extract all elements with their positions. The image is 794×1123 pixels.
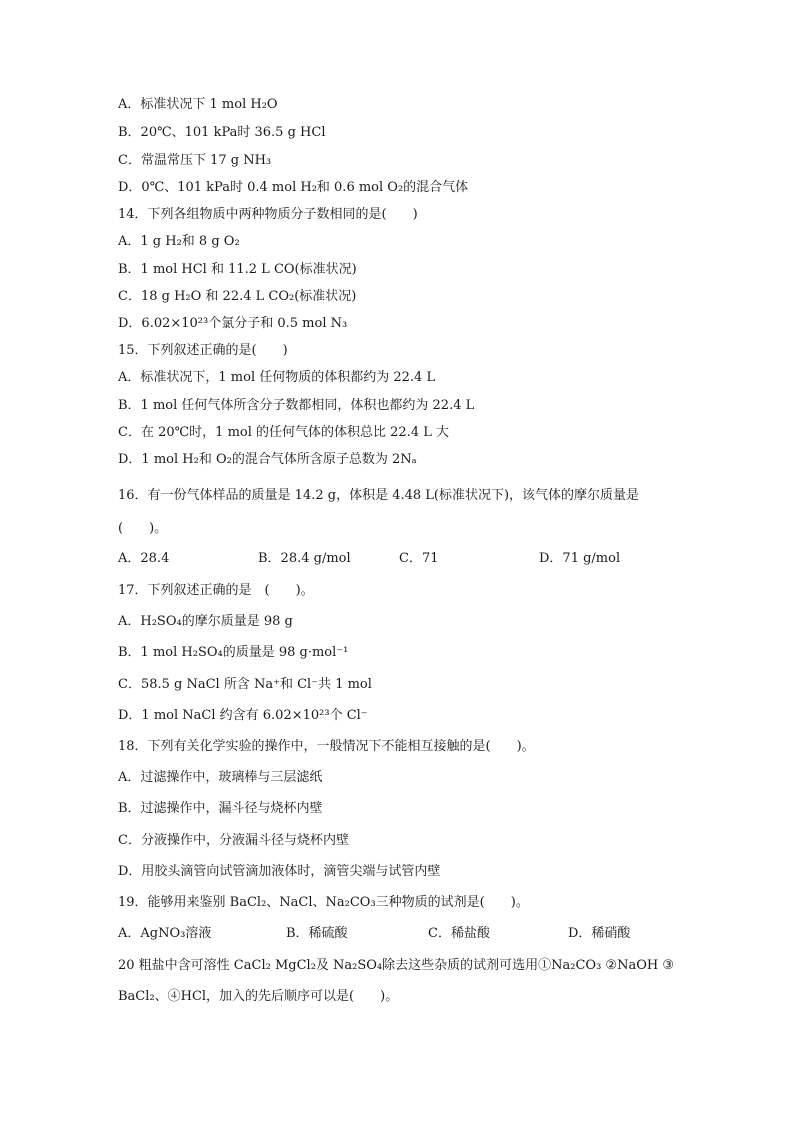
q16-stem-line2: ( )。 bbox=[118, 521, 168, 536]
q19-stem: 19．能够用来鉴别 BaCl₂、NaCl、Na₂CO₃三种物质的试剂是( )。 bbox=[118, 895, 529, 910]
q18-option-c: C．分液操作中，分液漏斗径与烧杯内壁 bbox=[118, 833, 349, 848]
q13-option-b: B．20℃、101 kPa时 36.5 g HCl bbox=[118, 125, 326, 140]
q15-stem: 15．下列叙述正确的是( ) bbox=[118, 343, 288, 358]
q15-option-a: A．标准状况下，1 mol 任何物质的体积都约为 22.4 L bbox=[118, 370, 436, 385]
q15-option-c: C．在 20℃时，1 mol 的任何气体的体积总比 22.4 L 大 bbox=[118, 425, 449, 440]
q16-option-a: A．28.4 bbox=[118, 551, 170, 566]
q18-option-a: A．过滤操作中，玻璃棒与三层滤纸 bbox=[118, 770, 323, 785]
q14-stem: 14．下列各组物质中两种物质分子数相同的是( ) bbox=[118, 207, 418, 222]
q14-option-a: A．1 g H₂和 8 g O₂ bbox=[118, 234, 240, 249]
q19-option-c: C．稀盐酸 bbox=[428, 926, 490, 941]
q16-option-d: D．71 g/mol bbox=[539, 551, 621, 566]
q18-option-b: B．过滤操作中，漏斗径与烧杯内壁 bbox=[118, 801, 323, 816]
q18-option-d: D．用胶头滴管向试管滴加液体时，滴管尖端与试管内壁 bbox=[118, 864, 441, 879]
q14-option-d: D．6.02×10²³个氯分子和 0.5 mol N₃ bbox=[118, 316, 348, 331]
q18-stem: 18．下列有关化学实验的操作中，一般情况下不能相互接触的是( )。 bbox=[118, 739, 535, 754]
q16-option-c: C．71 bbox=[399, 551, 439, 566]
q20-stem-line1: 20 粗盐中含可溶性 CaCl₂ MgCl₂及 Na₂SO₄除去这些杂质的试剂可选用①Na₂CO₃ ②NaOH ③ bbox=[118, 958, 674, 973]
q17-option-d: D．1 mol NaCl 约含有 6.02×10²³个 Cl⁻ bbox=[118, 708, 368, 723]
q13-option-d: D．0℃、101 kPa时 0.4 mol H₂和 0.6 mol O₂的混合气体 bbox=[118, 180, 469, 195]
q17-option-c: C．58.5 g NaCl 所含 Na⁺和 Cl⁻共 1 mol bbox=[118, 677, 372, 692]
q16-option-b: B．28.4 g/mol bbox=[258, 551, 351, 566]
q19-option-a: A．AgNO₃溶液 bbox=[118, 926, 212, 941]
q15-option-b: B．1 mol 任何气体所含分子数都相同，体积也都约为 22.4 L bbox=[118, 398, 475, 413]
q20-stem-line2: BaCl₂、④HCl，加入的先后顺序可以是( )。 bbox=[118, 989, 399, 1004]
q13-option-a: A．标准状况下 1 mol H₂O bbox=[118, 97, 278, 112]
q19-option-b: B．稀硫酸 bbox=[286, 926, 348, 941]
q14-option-b: B．1 mol HCl 和 11.2 L CO(标准状况) bbox=[118, 262, 357, 277]
q16-stem-line1: 16．有一份气体样品的质量是 14.2 g，体积是 4.48 L(标准状况下)，该气体的摩尔质量是 bbox=[118, 488, 640, 503]
q17-option-a: A．H₂SO₄的摩尔质量是 98 g bbox=[118, 614, 293, 629]
q17-stem: 17．下列叙述正确的是 ( )。 bbox=[118, 583, 314, 598]
q15-option-d: D．1 mol H₂和 O₂的混合气体所含原子总数为 2Nₐ bbox=[118, 452, 417, 467]
q14-option-c: C．18 g H₂O 和 22.4 L CO₂(标准状况) bbox=[118, 289, 357, 304]
q13-option-c: C．常温常压下 17 g NH₃ bbox=[118, 153, 272, 168]
q19-option-d: D．稀硝酸 bbox=[568, 926, 631, 941]
q17-option-b: B．1 mol H₂SO₄的质量是 98 g·mol⁻¹ bbox=[118, 645, 349, 660]
q19-options-row bbox=[118, 925, 678, 943]
q16-options-row bbox=[118, 550, 678, 568]
